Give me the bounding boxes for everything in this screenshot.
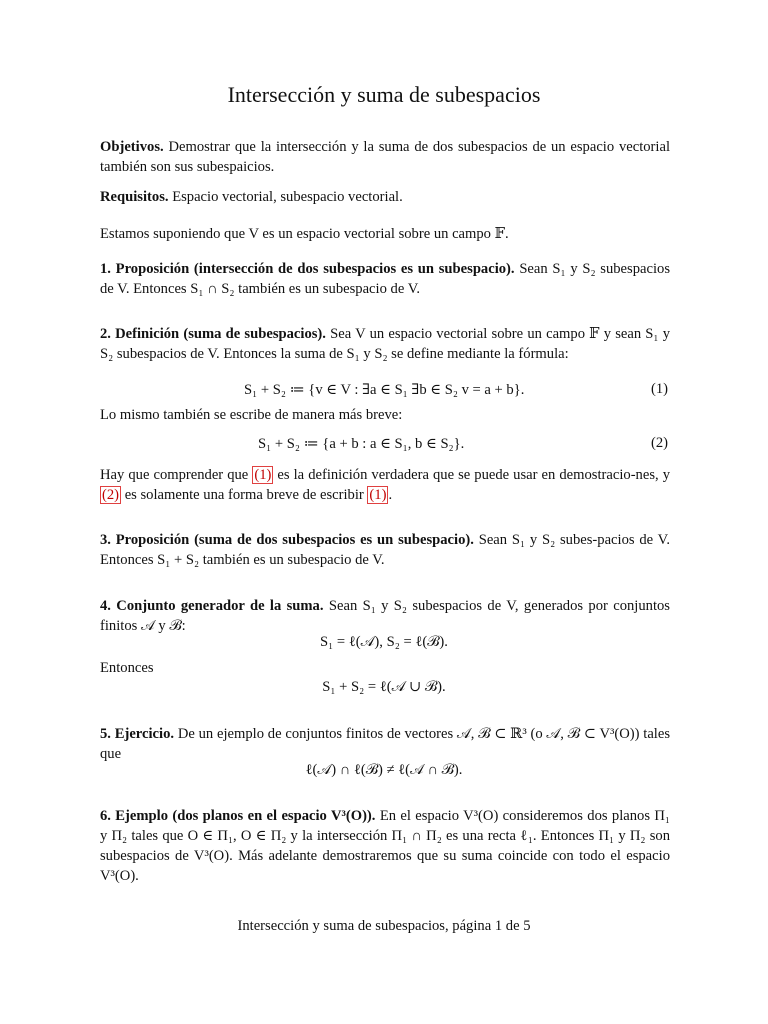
item-4-equation-2: S₁ + S₂ = ℓ(𝒜 ∪ ℬ).	[322, 679, 446, 695]
item-4-heading: 4. Conjunto generador de la suma.	[100, 598, 324, 614]
proposition-3-heading: 3. Proposición (suma de dos subespacios es un subespacio).	[100, 532, 474, 548]
intro-paragraph: Estamos suponiendo que V es un espacio vectorial sobre un campo 𝔽.	[100, 226, 509, 242]
equation-ref-3[interactable]: (1)	[369, 487, 387, 503]
definition-2-heading: 2. Definición (suma de subespacios).	[100, 326, 326, 342]
equation-ref-1[interactable]: (1)	[254, 467, 272, 483]
example-6-heading: 6. Ejemplo (dos planos en el espacio V³(O)).	[100, 808, 376, 824]
equation-2-number: (2)	[650, 435, 668, 451]
proposition-1-text: Sean S₁ y S₂ subespacios de V. Entonces S₁ ∩ S₂ también es un subespacio de V.	[100, 261, 670, 297]
example-6-text: En el espacio V³(O) consideremos dos planos Π₁ y Π₂ tales que O ∈ Π₁, O ∈ Π₂ y la intersección Π₁ ∩ Π₂ es una recta ℓ₁. Entonces Π₁ y Π₂ son subespacios de V³(O). Más adelante demostraremos que su suma coincide con todo el espacio V³(O).	[100, 808, 670, 884]
definition-2-between: Lo mismo también se escribe de manera más breve:	[100, 407, 403, 423]
exercise-5-heading: 5. Ejercicio.	[100, 726, 175, 742]
exercise-5-equation: ℓ(𝒜) ∩ ℓ(ℬ) ≠ ℓ(𝒜 ∩ ℬ).	[305, 762, 463, 778]
requisitos-text: Espacio vectorial, subespacio vectorial.	[172, 189, 403, 205]
objetivos-text: Demostrar que la intersección y la suma de dos subespacios de un espacio vectorial también son sus subespaicios.	[100, 139, 670, 175]
exercise-5	[100, 724, 670, 764]
exercise-5-text: De un ejemplo de conjuntos finitos de vectores 𝒜, ℬ ⊂ ℝ³ (o 𝒜, ℬ ⊂ V³(O)) tales que	[100, 726, 671, 762]
remark-text-a: Hay que comprender que	[100, 467, 249, 483]
equation-ref-2[interactable]: (2)	[102, 487, 120, 503]
proposition-1-heading: 1. Proposición (intersección de dos subespacios es un subespacio).	[100, 261, 515, 277]
item-4-between: Entonces	[100, 660, 154, 676]
item-4-text: Sean S₁ y S₂ subespacios de V, generados por conjuntos finitos 𝒜 y ℬ:	[100, 598, 670, 634]
page-title: Intersección y suma de subespacios	[227, 82, 541, 107]
item-4-equation-1: S₁ = ℓ(𝒜), S₂ = ℓ(ℬ).	[320, 634, 448, 650]
requisitos-paragraph	[100, 187, 670, 207]
item-4	[100, 596, 670, 636]
proposition-3	[100, 530, 670, 570]
equation-2: S₁ + S₂ ≔ {a + b : a ∈ S₁, b ∈ S₂}.	[258, 436, 465, 452]
equation-1-number: (1)	[650, 381, 668, 397]
remark-text-d: .	[388, 487, 393, 503]
remark-text-b: es la definición verdadera que se puede usar en demostracio-nes, y	[277, 467, 670, 483]
proposition-1	[100, 259, 670, 299]
definition-2	[100, 324, 670, 364]
equation-1: S₁ + S₂ ≔ {v ∈ V : ∃a ∈ S₁ ∃b ∈ S₂ v = a + b}.	[244, 382, 525, 398]
objetivos-label: Objetivos.	[100, 139, 164, 155]
remark-text-c: es solamente una forma breve de escribir	[124, 487, 364, 503]
objetivos-paragraph	[100, 137, 670, 177]
definition-2-remark	[100, 465, 670, 505]
page-footer: Intersección y suma de subespacios, página 1 de 5	[237, 918, 531, 934]
requisitos-label: Requisitos.	[100, 189, 169, 205]
definition-2-text: Sea V un espacio vectorial sobre un campo 𝔽 y sean S₁ y S₂ subespacios de V. Entonces la suma de S₁ y S₂ se define mediante la fórmula:	[100, 326, 670, 362]
example-6	[100, 806, 670, 886]
proposition-3-text: Sean S₁ y S₂ subes-pacios de V. Entonces S₁ + S₂ también es un subespacio de V.	[100, 532, 670, 568]
